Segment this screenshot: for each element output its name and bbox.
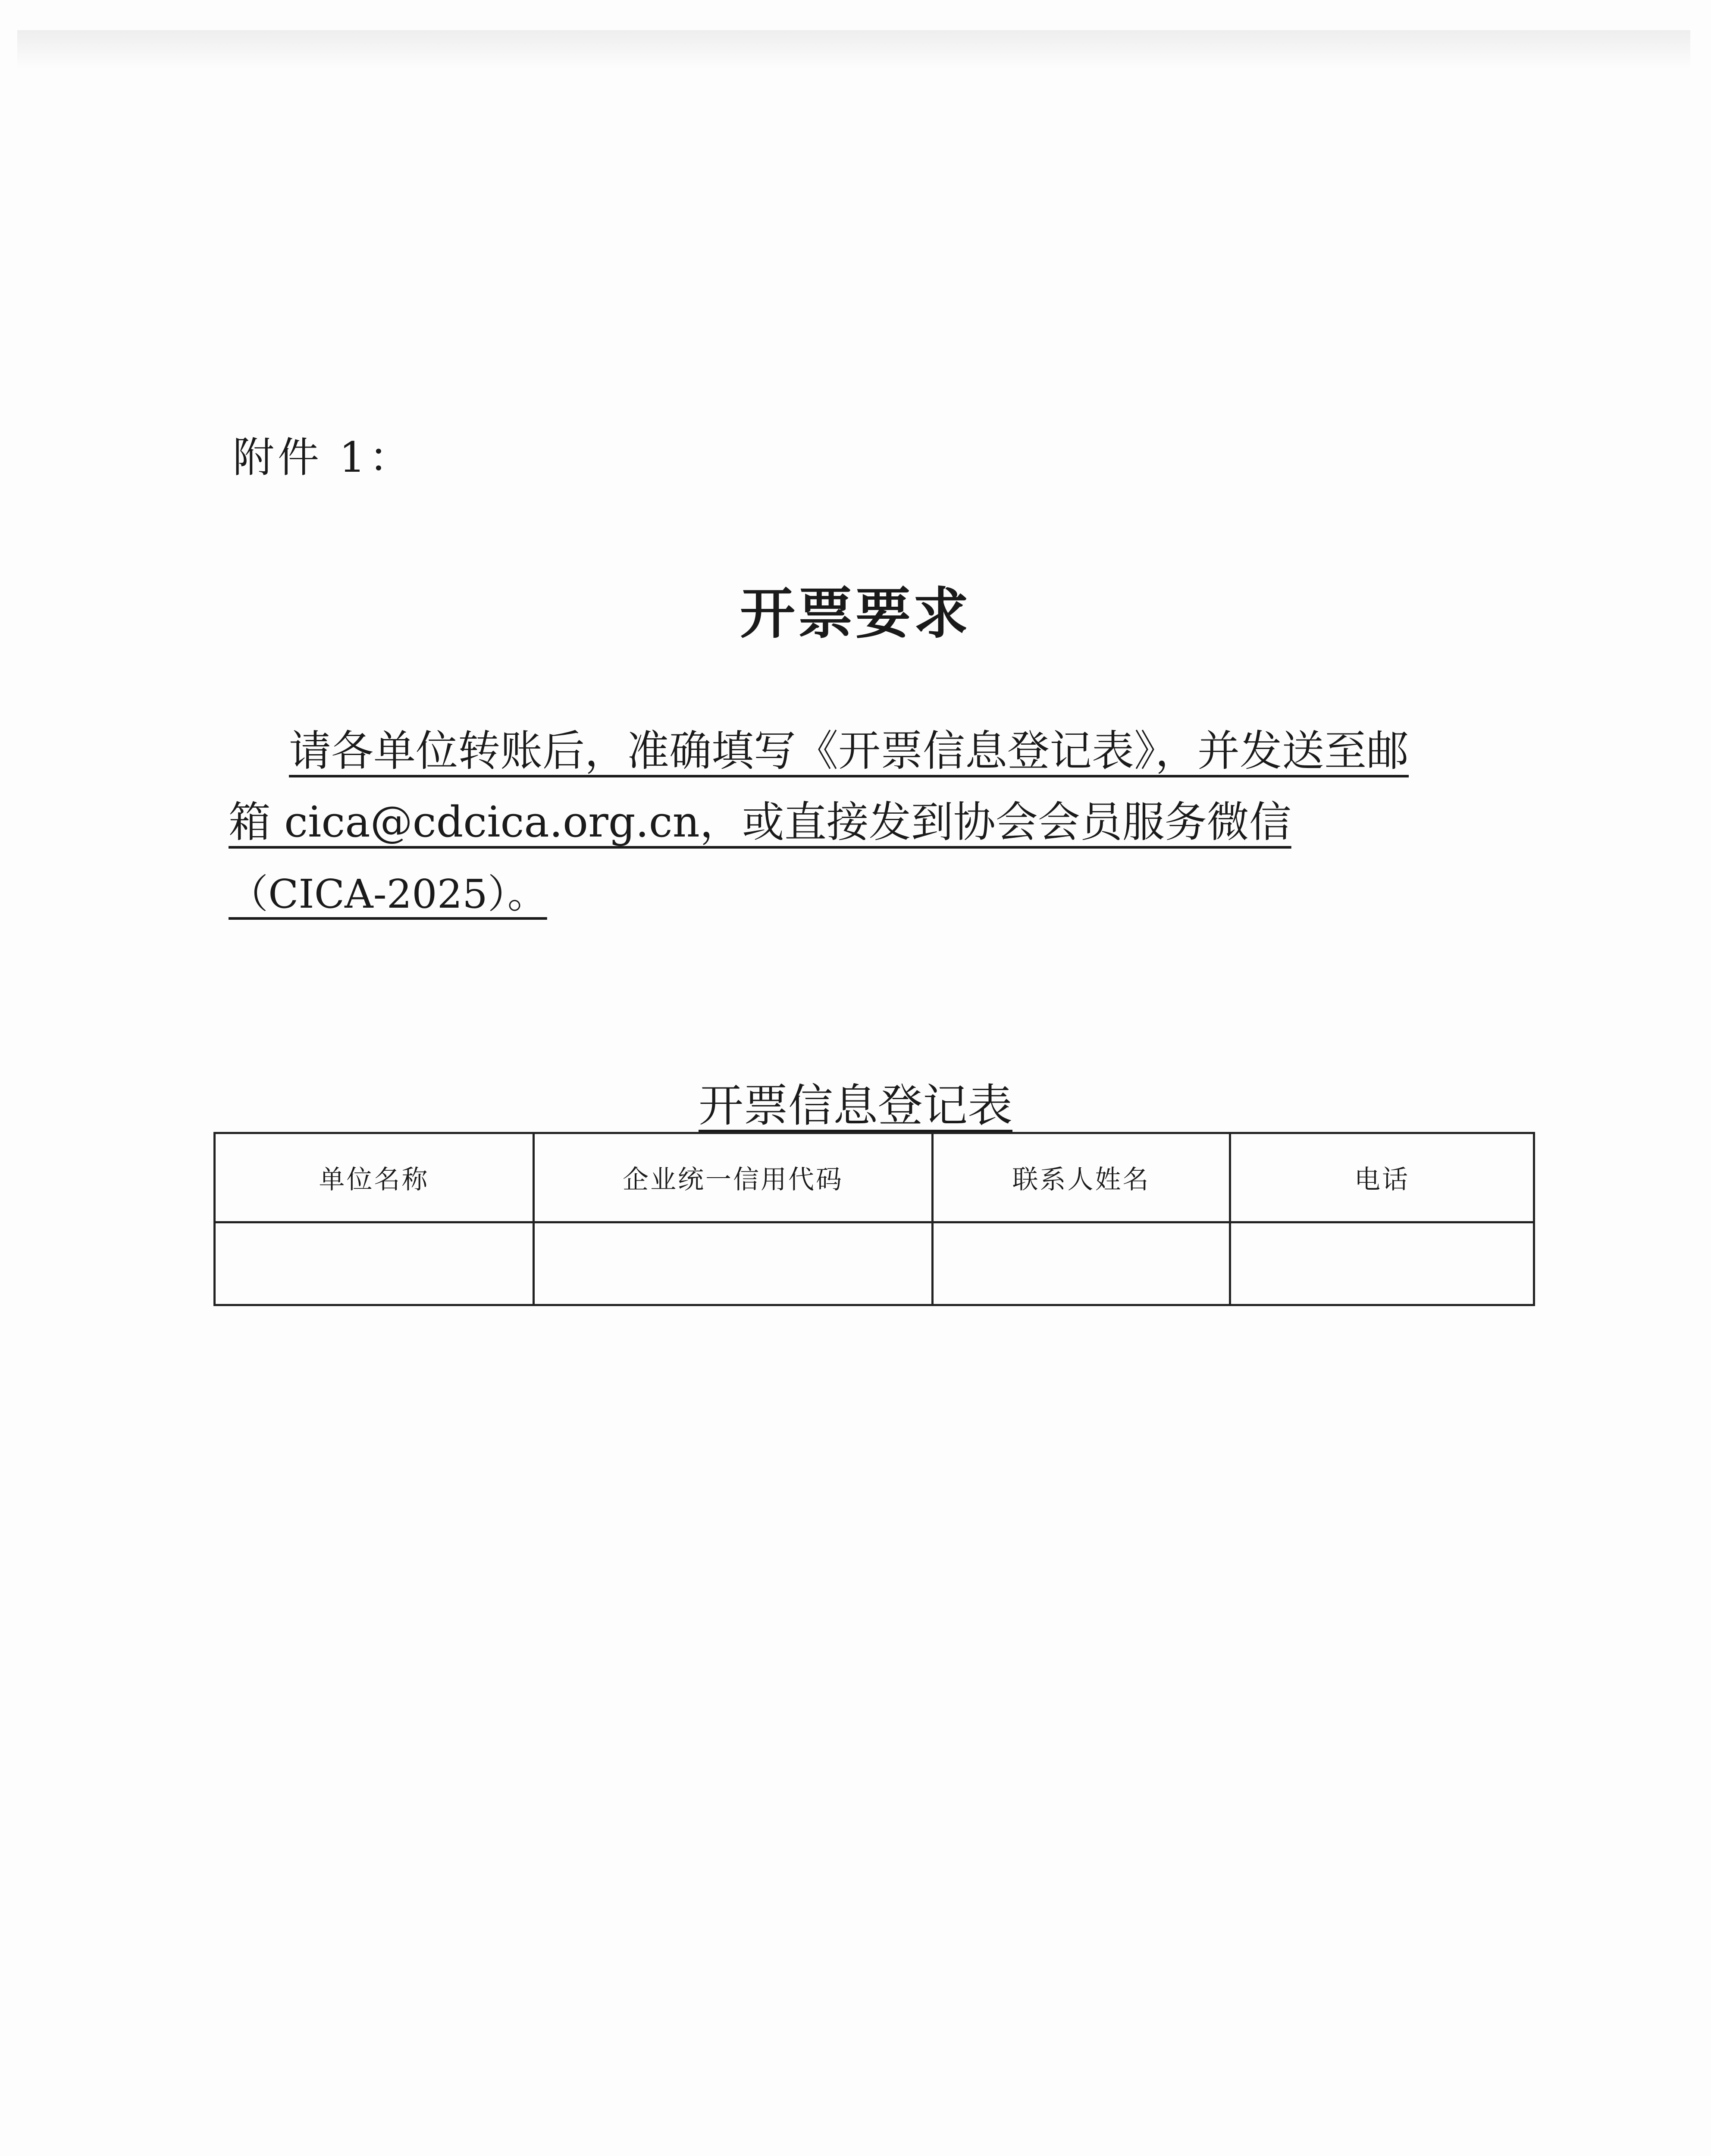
page-title: 开票要求	[740, 582, 971, 646]
instruction-line-3: （CICA-2025）。	[229, 871, 547, 917]
table-row	[215, 1222, 1534, 1305]
cell-phone	[1230, 1222, 1534, 1305]
scan-edge-shadow	[17, 30, 1690, 69]
instruction-paragraph	[229, 716, 1544, 930]
column-header-unit-name: 单位名称	[215, 1133, 534, 1222]
instruction-line-2: 箱 cica@cdcica.org.cn，或直接发到协会会员服务微信	[229, 798, 1291, 847]
column-header-phone: 电话	[1230, 1133, 1534, 1222]
column-header-credit-code: 企业统一信用代码	[534, 1133, 933, 1222]
table-title: 开票信息登记表	[698, 1079, 1012, 1132]
cell-contact-name	[933, 1222, 1230, 1305]
cell-credit-code	[534, 1222, 933, 1305]
instruction-line-1: 请各单位转账后，准确填写《开票信息登记表》，并发送至邮	[289, 727, 1409, 776]
attachment-label: 附件 1：	[233, 433, 414, 482]
table-header-row	[215, 1133, 1534, 1222]
registration-table	[213, 1132, 1535, 1306]
column-header-contact-name: 联系人姓名	[933, 1133, 1230, 1222]
cell-unit-name	[215, 1222, 534, 1305]
